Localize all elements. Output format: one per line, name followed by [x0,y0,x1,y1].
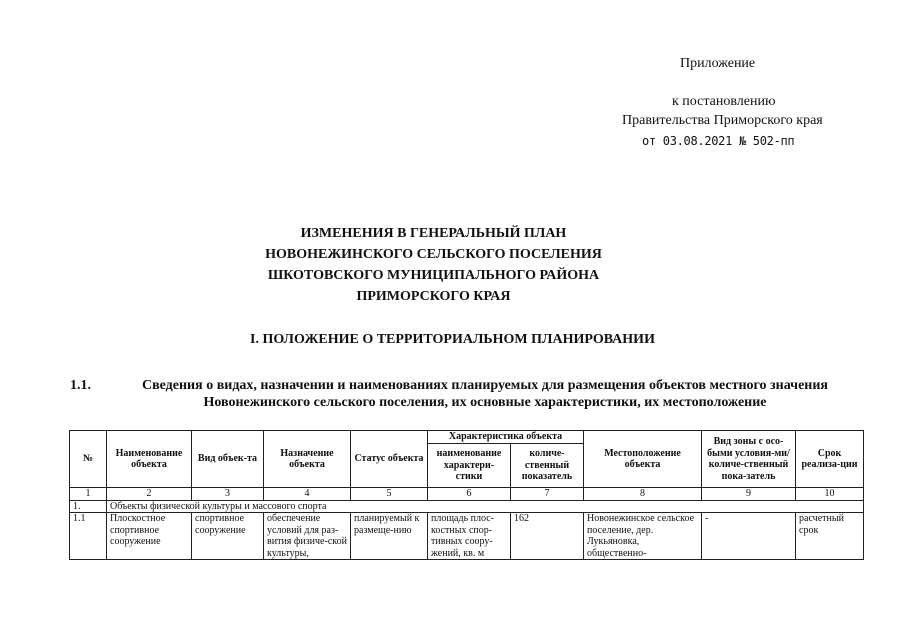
column-number: 8 [584,488,702,501]
header-location: Местоположение объекта [584,431,702,488]
header-purpose: Назначение объекта [264,431,351,488]
group-num: 1. [70,500,107,513]
column-number: 5 [351,488,428,501]
appendix-to-resolution: к постановлению [672,94,776,109]
header-num: № [70,431,107,488]
row-term: расчетный срок [799,513,844,536]
section-heading: I. ПОЛОЖЕНИЕ О ТЕРРИТОРИАЛЬНОМ ПЛАНИРОВАНИИ [250,332,655,347]
group-row [70,500,864,513]
column-number: 9 [702,488,796,501]
document-title [0,223,905,307]
header-char-name: наименование характери-стики [428,443,511,488]
header-zone: Вид зоны с осо-быми условия-ми/ количе-ственный пока-затель [702,431,796,488]
column-number-row [70,488,864,501]
title-line: ПРИМОРСКОГО КРАЯ [356,289,511,304]
title-line: НОВОНЕЖИНСКОГО СЕЛЬСКОГО ПОСЕЛЕНИЯ [265,247,602,262]
subsection-number: 1.1. [70,378,91,393]
decree-stamp: от 03.08.2021 № 502-пп [642,134,795,148]
row-name: Плоскостное спортивное сооружение [110,513,166,547]
header-name: Наименование объекта [107,431,192,488]
row-char-name: площадь плос-костных спор-тивных соору-жений, кв. м [431,513,494,559]
appendix-label: Приложение [680,56,756,71]
row-zone: - [705,513,709,524]
appendix-government: Правительства Приморского края [622,113,823,128]
row-num: 1.1 [73,513,86,524]
title-line: ШКОТОВСКОГО МУНИЦИПАЛЬНОГО РАЙОНА [267,268,600,283]
header-status: Статус объекта [351,431,428,488]
column-number: 2 [107,488,192,501]
column-number: 6 [428,488,511,501]
column-number: 10 [796,488,864,501]
header-char-value: количе-ственный показатель [511,443,584,488]
planned-objects-table [69,430,864,560]
row-location: Новонежинское сельское поселение, дер. Лукьяновка, общественно- [587,513,695,559]
table-row [70,513,864,560]
header-characteristics: Характеристика объекта [428,431,584,444]
column-number: 4 [264,488,351,501]
group-label: Объекты физической культуры и массового спорта [107,500,864,513]
row-status: планируемый к размеще-нию [354,513,420,536]
row-char-value: 162 [514,513,529,524]
header-type: Вид объек-та [192,431,264,488]
title-line: ИЗМЕНЕНИЯ В ГЕНЕРАЛЬНЫЙ ПЛАН [300,226,567,241]
column-number: 3 [192,488,264,501]
row-type: спортивное сооружение [195,513,246,536]
subsection-text: Сведения о видах, назначении и наименованиях планируемых для размещения объектов местного значения Новонежинского сельского поселения, их основные характеристики, их местоположение [141,378,828,410]
column-number: 7 [511,488,584,501]
column-number: 1 [70,488,107,501]
row-purpose: обеспечение условий для раз-вития физиче-ской культуры, [267,513,347,559]
header-term: Срок реализа-ции [796,431,864,488]
